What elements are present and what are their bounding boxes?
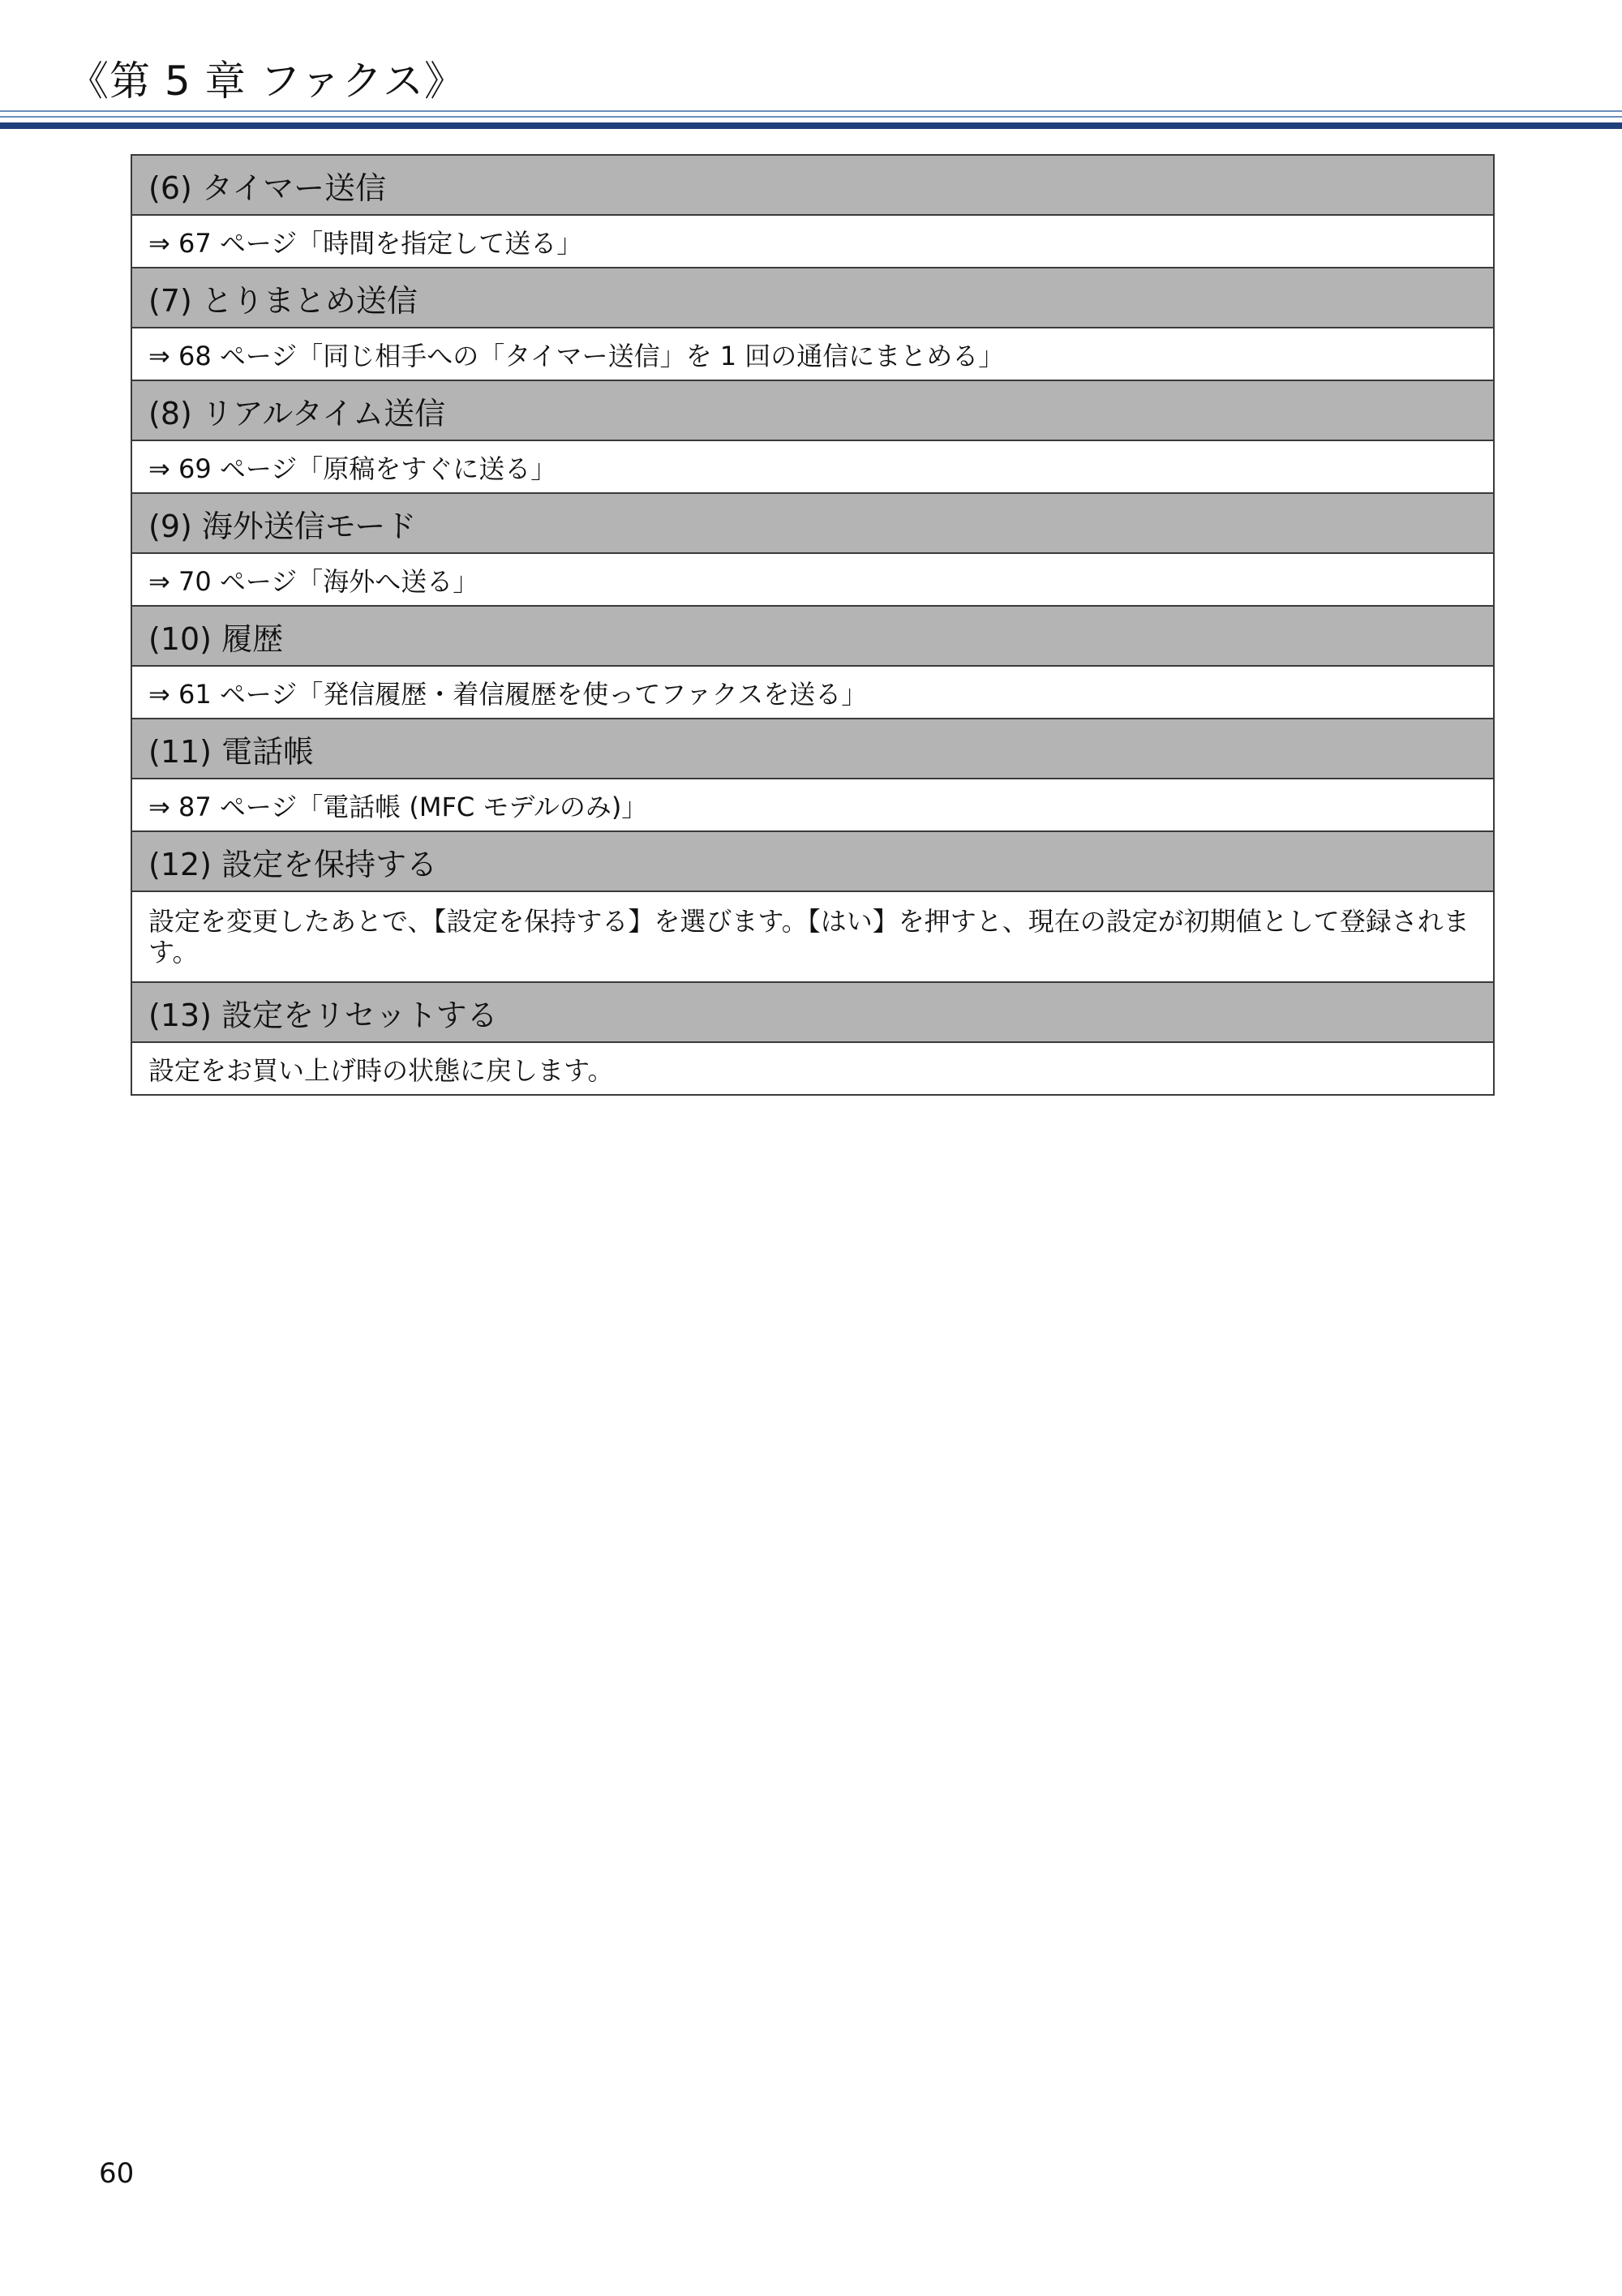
section-reference: ⇒ 87 ページ「電話帳 (MFC モデルのみ)」 (131, 779, 1494, 831)
section-reference: ⇒ 69 ページ「原稿をすぐに送る」 (131, 440, 1494, 493)
section-body-row (131, 215, 1494, 268)
section-reference: ⇒ 67 ページ「時間を指定して送る」 (131, 215, 1494, 268)
header-rule-thin-middle (0, 116, 1622, 118)
page-number: 60 (99, 2157, 135, 2190)
section-body-row (131, 779, 1494, 831)
section-heading-row (131, 606, 1494, 666)
section-reference: ⇒ 68 ページ「同じ相手への「タイマー送信」を 1 回の通信にまとめる」 (131, 328, 1494, 380)
section-heading-row (131, 831, 1494, 891)
section-body-row (131, 328, 1494, 380)
section-heading-row (131, 268, 1494, 328)
section-body-row (131, 1042, 1494, 1095)
section-heading: (12) 設定を保持する (131, 831, 1494, 891)
section-heading-row (131, 982, 1494, 1042)
section-heading: (13) 設定をリセットする (131, 982, 1494, 1042)
section-heading-row (131, 155, 1494, 215)
section-reference: ⇒ 61 ページ「発信履歴・着信履歴を使ってファクスを送る」 (131, 666, 1494, 719)
section-body-row (131, 553, 1494, 606)
section-heading: (6) タイマー送信 (131, 155, 1494, 215)
header-rule-thin-top (0, 110, 1622, 112)
chapter-title: 《第 5 章 ファクス》 (68, 58, 466, 105)
section-body-row (131, 666, 1494, 719)
section-heading: (11) 電話帳 (131, 719, 1494, 779)
section-heading-row (131, 493, 1494, 553)
section-body-row (131, 440, 1494, 493)
section-heading-row (131, 380, 1494, 440)
section-reference: ⇒ 70 ページ「海外へ送る」 (131, 553, 1494, 606)
header-rule-thick (0, 122, 1622, 129)
section-description: 設定を変更したあとで、【設定を保持する】を選びます。【はい】を押すと、現在の設定が初期値として登録されます。 (131, 891, 1494, 982)
section-heading: (9) 海外送信モード (131, 493, 1494, 553)
section-body-row (131, 891, 1494, 982)
section-heading: (7) とりまとめ送信 (131, 268, 1494, 328)
section-heading: (10) 履歴 (131, 606, 1494, 666)
section-heading-row (131, 719, 1494, 779)
settings-table (131, 154, 1495, 1096)
section-heading: (8) リアルタイム送信 (131, 380, 1494, 440)
section-description: 設定をお買い上げ時の状態に戻します。 (131, 1042, 1494, 1095)
